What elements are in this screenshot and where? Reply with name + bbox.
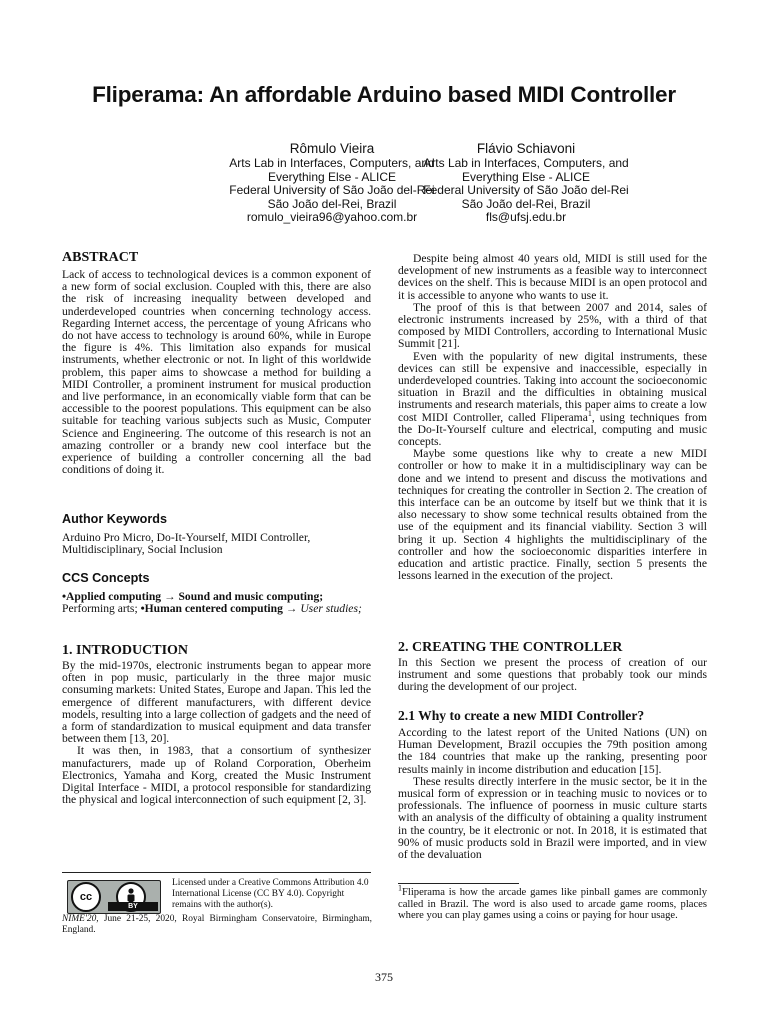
introduction-heading: 1. INTRODUCTION	[62, 643, 189, 658]
cc-icon: cc	[71, 882, 101, 912]
section-2-1-heading: 2.1 Why to create a new MIDI Controller?	[398, 708, 645, 723]
author-affiliation: Everything Else - ALICE	[461, 169, 591, 184]
page-number: 375	[375, 970, 393, 984]
body-paragraph: Despite being almost 40 years old, MIDI is still used for the development of new instruments as a feasible way to interconnect devices on the shelf. This is because MIDI is an open protocol and it is accessible to anyone who wants to use it.	[398, 252, 707, 302]
footnote-text	[398, 883, 707, 922]
ccs-item: •Human centered computing →	[140, 602, 298, 616]
ccs-section	[62, 571, 371, 615]
author-block-2	[376, 141, 676, 225]
paper-title: Fliperama: An affordable Arduino based MIDI Controller	[92, 82, 676, 107]
venue-text	[62, 914, 372, 936]
author-location: São João del-Rei, Brazil	[267, 196, 397, 211]
author-location: São João del-Rei, Brazil	[461, 196, 591, 211]
by-label: BY	[108, 902, 158, 911]
footnote-body: Fliperama is how the arcade games like pinball games are commonly called in Brazil. The word is also used to arcade game rooms, places where you can play games using a coins or paying for hour usage.	[398, 887, 707, 922]
venue-details: June 21-25, 2020, Royal Birmingham Conservatoire, Birmingham, England.	[62, 914, 372, 936]
section-2-heading: 2. CREATING THE CONTROLLER	[398, 640, 623, 655]
author-email: fls@ufsj.edu.br	[485, 210, 567, 224]
ccs-item: •Applied computing → Sound and music computing;	[62, 590, 324, 603]
body-paragraph: According to the latest report of the United Nations (UN) on Human Development, Brazil occupies the 79th position among the 184 countries that make up the ranking, presenting poor results mainly in income distribution and education [15].	[398, 726, 707, 776]
abstract-text: Lack of access to technological devices is a common exponent of a new form of social exclusion. Coupled with this, there are also the risk of increasing inequality between developed and underdeveloped countries when concerning technology access. Regarding Internet access, the percentage of young Africans who do not have access to technology is around 60%, while in Europe the figure is 4%. This limitation also expands for musical instruments, whether electronic or not. In light of this worldwide problem, this paper aims to showcase a method for building a MIDI Controller, a prominent instrument for musical production and live performance, in an economically viable form that can be accessible to the poorest populations. This equipment can be also suitable for teaching various subjects such as Music, Computer Science and Engineering. The outcome of this research is not an amazing controller or a brandy new cool interface but the experience of building a controller concerning all the bad conditions of doing it.	[62, 268, 371, 477]
body-paragraph: Maybe some questions like why to create a new MIDI controller or how to make it in a multidisciplinary way can be done and we intend to present and discuss the motivations and techniques for creating the controller in Section 2. The creation of this interface can be an outcome by itself but we think that it is also necessary to show some technical results obtained from the use of the equipment and its financial viability. Section 3 will bring it up. Section 4 highlights the multidisciplinary of the controller and how the socioeconomic disparities interfere in education and artistic practice. Finally, section 5 presents the lessons learned in the execution of the project.	[398, 447, 707, 583]
author-affiliation: Everything Else - ALICE	[267, 169, 397, 184]
paragraph-text: Even with the popularity of new digital instruments, these devices can still be expensive and inaccessible, especially in underdeveloped countries. Taking into account the socioeconomic situation in Brazil and the difficulties in obtaining musical instruments and research materials, this paper aims to create a low cost MIDI Controller, called Fliperama	[398, 349, 707, 424]
author-name: Rômulo Vieira	[289, 141, 375, 156]
abstract-heading: ABSTRACT	[62, 250, 139, 265]
venue-name: NIME'20,	[62, 914, 99, 924]
author-email: romulo_vieira96@yahoo.com.br	[246, 210, 418, 224]
section-2-1	[398, 708, 707, 861]
cc-by-logo	[67, 880, 161, 914]
license-divider	[62, 872, 371, 873]
body-paragraph	[398, 351, 707, 449]
keywords-text: Arduino Pro Micro, Do-It-Yourself, MIDI Controller, Multidisciplinary, Social Inclusion	[62, 531, 311, 557]
introduction-paragraph: It was then, in 1983, that a consortium of synthesizer manufacturers, made up of Roland Corporation, Oberheim Electronics, Yamaha and Korg, created the Music Instrument Digital Interface - MIDI, a protocol responsible for standardizing the physical and logical interconnection of such equipment [2, 3].	[62, 744, 371, 807]
footnote-marker: 1	[587, 408, 592, 418]
author-university: Federal University of São João del-Rei	[229, 183, 435, 197]
ccs-heading: CCS Concepts	[62, 571, 150, 585]
introduction-section	[62, 643, 371, 806]
license-text: Licensed under a Creative Commons Attribution 4.0 International License (CC BY 4.0). Copyright remains with the author(s).	[172, 878, 369, 911]
paragraph-text: , using techniques from the Do-It-Yourself culture and electrical, computing and music concepts.	[398, 410, 707, 449]
introduction-paragraph: By the mid-1970s, electronic instruments began to appear more often in pop music, particularly in the three major music consuming markets: United States, Europe and Japan. This led the emergence of different manufacturers, with different device models, resulting into a large collection of gadgets and the need of a form of standardization to musical equipment and data transfer between them [13, 20].	[62, 659, 371, 746]
section-2	[398, 640, 707, 694]
ccs-text	[62, 591, 371, 615]
author-affiliation: Arts Lab in Interfaces, Computers, and	[423, 156, 629, 170]
footnote-marker: 1	[398, 883, 402, 893]
keywords-section	[62, 512, 371, 556]
author-affiliation: Arts Lab in Interfaces, Computers, and	[229, 156, 435, 170]
author-university: Federal University of São João del-Rei	[423, 183, 629, 197]
ccs-item: User studies;	[300, 602, 362, 616]
body-paragraph: In this Section we present the process of creation of our instrument and some questions that probably took our minds during the development of our project.	[398, 656, 707, 694]
body-paragraph: These results directly interfere in the music sector, be it in the musical form of expression or in teaching music to novices or to professionals. The influence of poorness in music culture starts with an analysis of the difficulty of obtaining a quality instrument in the country, be it electronic or not. In 2018, it is estimated that 90% of music products sold in Brazil were imported, and in view of the devaluation	[398, 774, 707, 862]
footnote-divider	[398, 883, 519, 884]
author-name: Flávio Schiavoni	[476, 141, 576, 156]
ccs-item: Performing arts;	[62, 602, 138, 616]
left-column	[62, 250, 371, 476]
keywords-heading: Author Keywords	[62, 512, 167, 526]
right-column	[398, 253, 707, 582]
footnote	[398, 883, 707, 922]
body-paragraph: The proof of this is that between 2007 and 2014, sales of electronic instruments increased by 25%, with a third of that composed by MIDI Controllers, according to International Music Summit [21].	[398, 300, 707, 351]
